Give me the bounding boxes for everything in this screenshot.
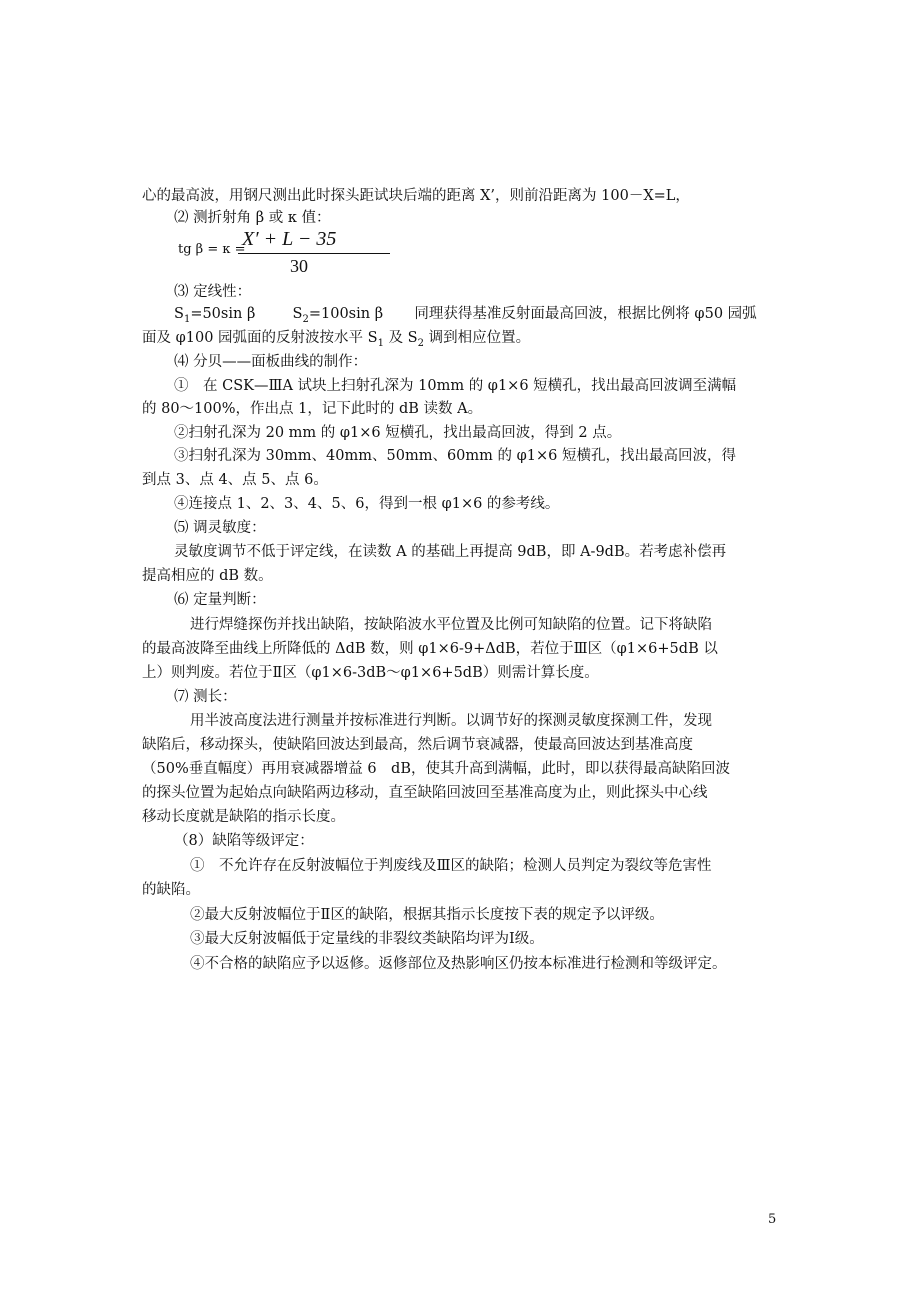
formula-lhs: tg β = κ =	[178, 242, 246, 257]
text-line: 缺陷后，移动探头，使缺陷回波达到最高，然后调节衰减器，使最高回波达到基准高度	[142, 737, 693, 753]
text-line: ① 在 CSK—ⅢA 试块上扫射孔深为 10mm 的 φ1×6 短横孔，找出最高回波调至满幅	[174, 378, 737, 394]
text-line: 的最高波降至曲线上所降低的 ΔdB 数，则 φ1×6-9+ΔdB，若位于Ⅲ区（φ1×6+5dB 以	[142, 641, 718, 657]
formula-numerator: X′ + L − 35	[242, 228, 337, 250]
section-heading: ⑷ 分贝——面板曲线的制作：	[174, 354, 368, 370]
text-line: ③扫射孔深为 30mm、40mm、50mm、60mm 的 φ1×6 短横孔，找出最高回波，得	[174, 448, 736, 464]
text-line: 用半波高度法进行测量并按标准进行判断。以调节好的探测灵敏度探测工件，发现	[190, 713, 712, 729]
section-heading: ⑵ 测折射角 β 或 κ 值：	[174, 210, 331, 226]
text-line: 灵敏度调节不低于评定线，在读数 A 的基础上再提高 9dB，即 A-9dB。若考虑补偿再	[174, 544, 727, 560]
fraction-bar	[238, 253, 390, 254]
section-heading: ⑸ 调灵敏度：	[174, 520, 266, 536]
section-heading: （8）缺陷等级评定：	[174, 833, 314, 849]
text-line: ④不合格的缺陷应予以返修。返修部位及热影响区仍按本标准进行检测和等级评定。	[190, 956, 727, 972]
text-line: 进行焊缝探伤并找出缺陷，按缺陷波水平位置及比例可知缺陷的位置。记下将缺陷	[190, 617, 712, 633]
text-line: 上）则判废。若位于Ⅱ区（φ1×6-3dB～φ1×6+5dB）则需计算长度。	[142, 665, 599, 681]
text-line: ④连接点 1、2、3、4、5、6，得到一根 φ1×6 的参考线。	[174, 496, 560, 512]
text-line: （50%垂直幅度）再用衰减器增益 6 dB，使其升高到满幅，此时，即以获得最高缺陷回波	[142, 761, 730, 777]
text-line: 到点 3、点 4、点 5、点 6。	[142, 472, 328, 488]
text-line: $S_1=50\sin$ β $S_2=100\sin$ β 同理获得基准反射面最高回波，根据比例将 φ50 园弧	[174, 306, 757, 325]
text-line: ②最大反射波幅位于Ⅱ区的缺陷，根据其指示长度按下表的规定予以评级。	[190, 907, 664, 923]
formula-denominator: 30	[290, 256, 308, 276]
text-line: ① 不允许存在反射波幅位于判废线及Ⅲ区的缺陷；检测人员判定为裂纹等危害性	[190, 858, 712, 874]
section-heading: ⑺ 测长：	[174, 689, 237, 705]
text-line: ③最大反射波幅低于定量线的非裂纹类缺陷均评为Ⅰ级。	[190, 931, 544, 947]
text-line: 提高相应的 dB 数。	[142, 568, 273, 584]
text-line: 心的最高波，用钢尺测出此时探头距试块后端的距离 X’，则前沿距离为 100－X=L，	[142, 188, 690, 204]
text-line: 移动长度就是缺陷的指示长度。	[142, 809, 345, 825]
text-line: 的探头位置为起始点向缺陷两边移动，直至缺陷回波回至基准高度为止，则此探头中心线	[142, 785, 708, 801]
text-line: ②扫射孔深为 20 mm 的 φ1×6 短横孔，找出最高回波，得到 2 点。	[174, 425, 622, 441]
text-line: 面及 φ100 园弧面的反射波按水平 $S_1$ 及 $S_2$ 调到相应位置。	[142, 330, 531, 349]
section-heading: ⑶ 定线性：	[174, 284, 252, 300]
text-line: 的缺陷。	[142, 882, 200, 898]
refraction-formula	[178, 228, 378, 280]
page-number: 5	[768, 1212, 777, 1227]
section-heading: ⑹ 定量判断：	[174, 592, 266, 608]
text-line: 的 80～100%，作出点 1，记下此时的 dB 读数 A。	[142, 401, 483, 417]
